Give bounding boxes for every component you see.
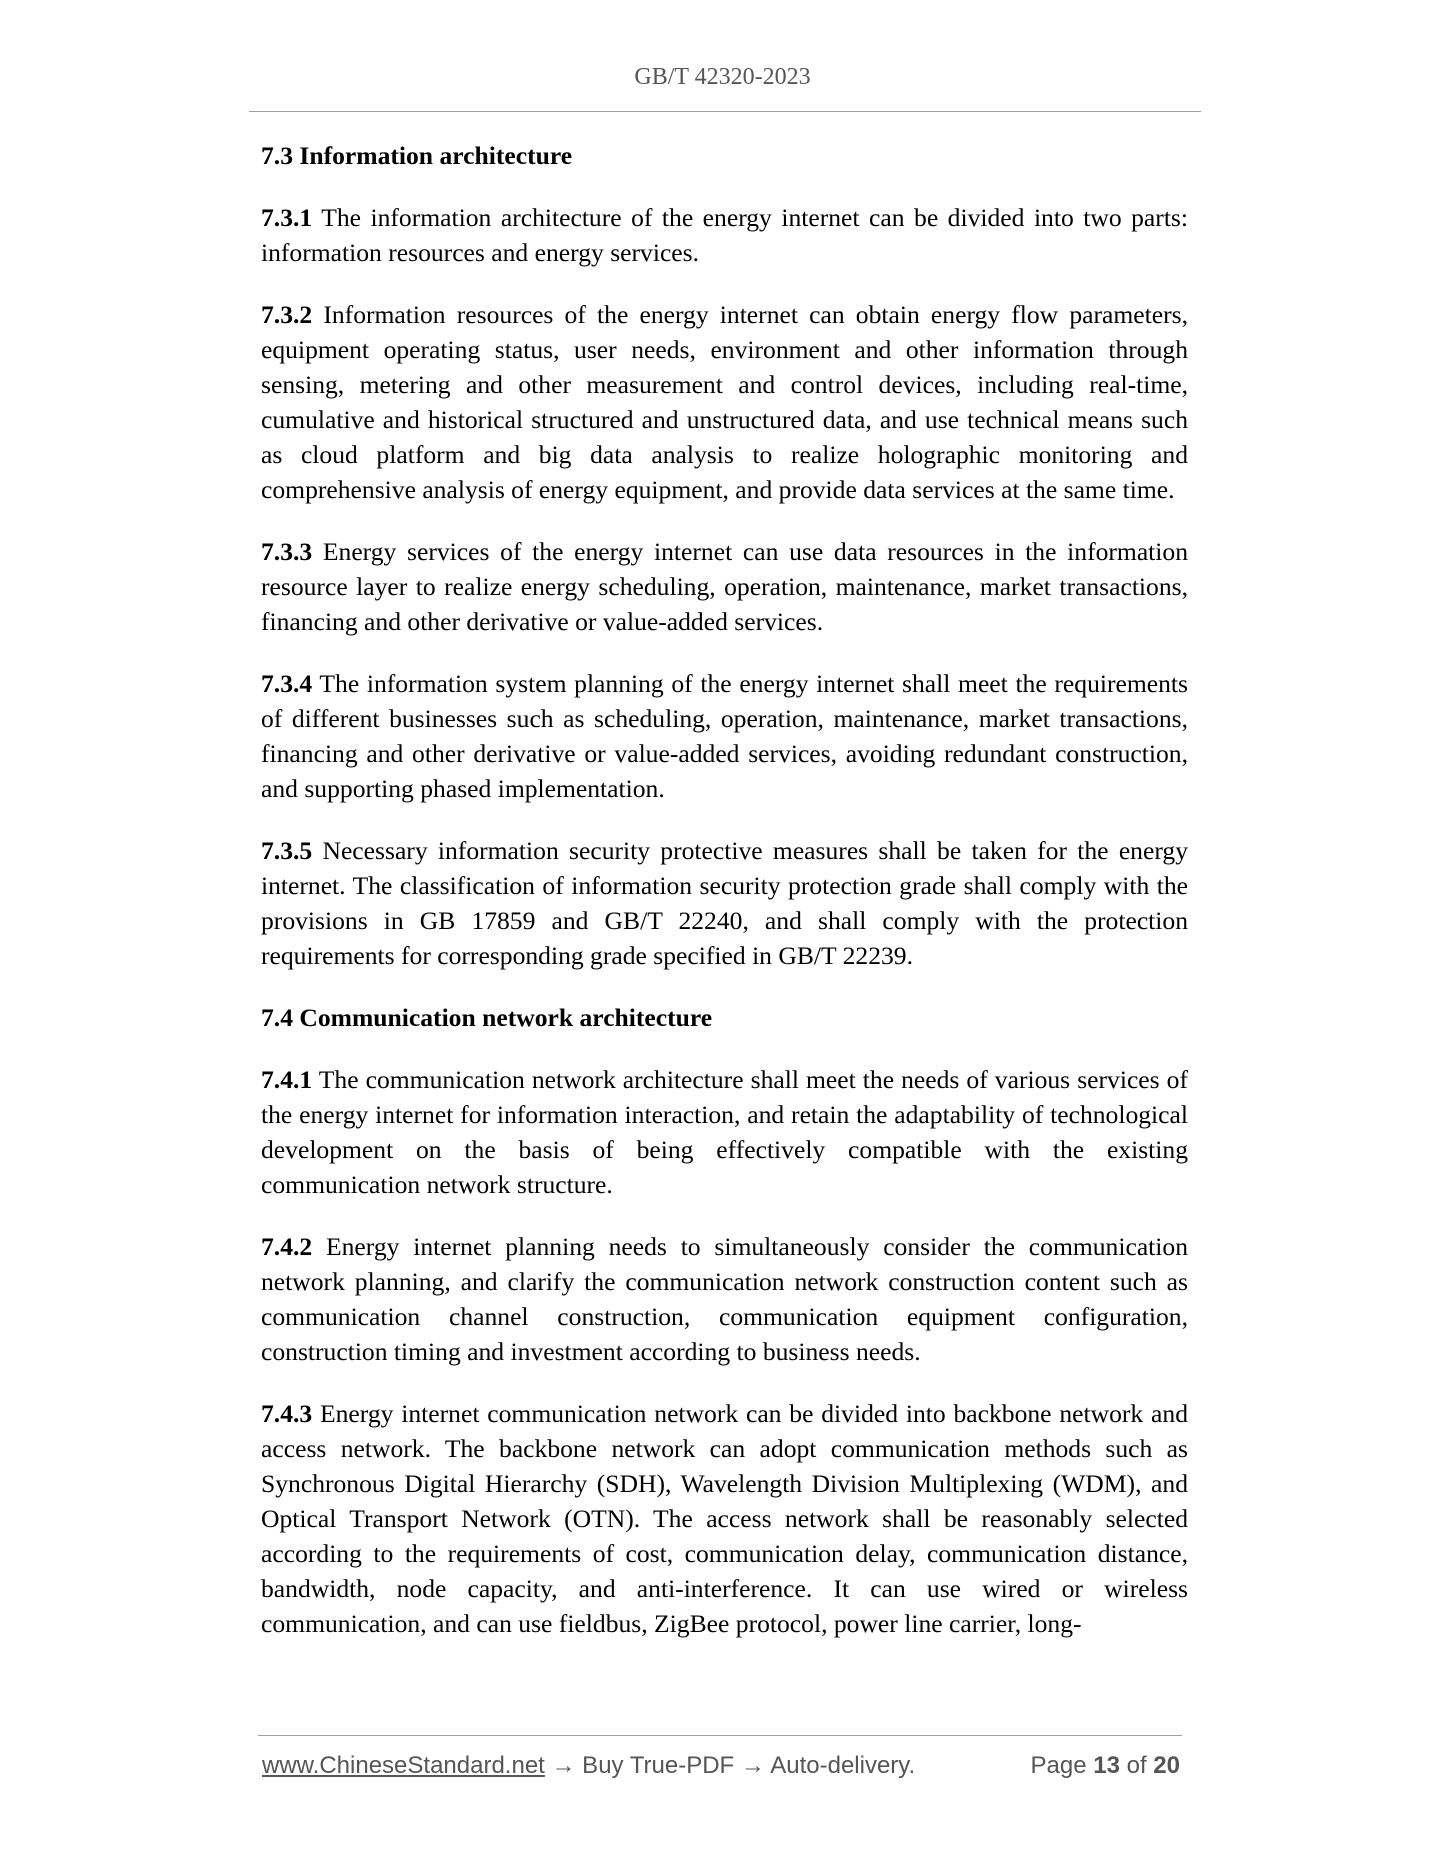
clause-7-3-2 <box>261 297 1188 507</box>
clause-text: The information architecture of the energy internet can be divided into two parts: information resources and energy services. <box>261 203 1188 267</box>
page-label: Page <box>1030 1752 1094 1779</box>
footer-divider <box>258 1735 1182 1736</box>
clause-7-4-2 <box>261 1229 1188 1369</box>
clause-text: The communication network architecture shall meet the needs of various services of the energy internet for information interaction, and retain the adaptability of technological development on the basis of being effectively compatible with the existing communication network structure. <box>261 1065 1188 1199</box>
clause-number: 7.4.3 <box>261 1399 313 1428</box>
total-pages: 20 <box>1153 1752 1180 1779</box>
clause-7-3-5 <box>261 833 1188 973</box>
clause-7-4-1 <box>261 1062 1188 1202</box>
section-heading-7-3: 7.3 Information architecture <box>261 141 573 170</box>
current-page-number: 13 <box>1093 1752 1120 1779</box>
clause-text: Energy services of the energy internet can use data resources in the information resource layer to realize energy scheduling, operation, maintenance, market transactions, financing and other derivative or value-added services. <box>261 537 1188 636</box>
clause-number: 7.3.2 <box>261 300 313 329</box>
clause-number: 7.4.1 <box>261 1065 313 1094</box>
clause-text: Energy internet planning needs to simultaneously consider the communication network planning, and clarify the communication network construction content such as communication channel construction, communication equipment configuration, construction timing and investment according to business needs. <box>261 1232 1188 1366</box>
clause-7-4-3 <box>261 1396 1188 1641</box>
section-heading-7-4: 7.4 Communication network architecture <box>261 1003 713 1032</box>
site-link[interactable]: www.ChineseStandard.net <box>262 1752 545 1779</box>
header-divider <box>249 111 1201 112</box>
clause-text: The information system planning of the energy internet shall meet the requirements of different businesses such as scheduling, operation, maintenance, market transactions, financing and other derivative or value-added services, avoiding redundant construction, and supporting phased implementation. <box>261 669 1188 803</box>
of-label: of <box>1119 1752 1154 1779</box>
page-indicator <box>1031 1752 1180 1780</box>
clause-text: Energy internet communication network can be divided into backbone network and access network. The backbone network can adopt communication methods such as Synchronous Digital Hierarchy (SDH), Wavelength Division Multiplexing (WDM), and Optical Transport Network (OTN). The access network shall be reasonably selected according to the requirements of cost, communication delay, communication distance, bandwidth, node capacity, and anti-interference. It can use wired or wireless communication, and can use fieldbus, ZigBee protocol, power line carrier, long- <box>261 1399 1188 1638</box>
clause-text: Necessary information security protective measures shall be taken for the energy internet. The classification of information security protection grade shall comply with the provisions in GB 17859 and GB/T 22240, and shall comply with the protection requirements for corresponding grade specified in GB/T 22239. <box>261 836 1188 970</box>
page-footer <box>262 1752 1182 1786</box>
clause-number: 7.4.2 <box>261 1232 313 1261</box>
clause-text: Information resources of the energy internet can obtain energy flow parameters, equipment operating status, user needs, environment and other information through sensing, metering and other measurement and control devices, including real-time, cumulative and historical structured and unstructured data, and use technical means such as cloud platform and big data analysis to realize holographic monitoring and comprehensive analysis of energy equipment, and provide data services at the same time. <box>261 300 1188 504</box>
footer-tagline: → Buy True-PDF → Auto-delivery. <box>544 1752 916 1779</box>
clause-number: 7.3.1 <box>261 203 313 232</box>
page-header: GB/T 42320-2023 <box>634 64 811 90</box>
clause-7-3-3 <box>261 534 1188 639</box>
document-body <box>261 138 1188 1668</box>
footer-promo <box>262 1752 915 1780</box>
clause-7-3-4 <box>261 666 1188 806</box>
clause-7-3-1 <box>261 200 1188 270</box>
clause-number: 7.3.4 <box>261 669 313 698</box>
clause-number: 7.3.3 <box>261 537 313 566</box>
clause-number: 7.3.5 <box>261 836 313 865</box>
